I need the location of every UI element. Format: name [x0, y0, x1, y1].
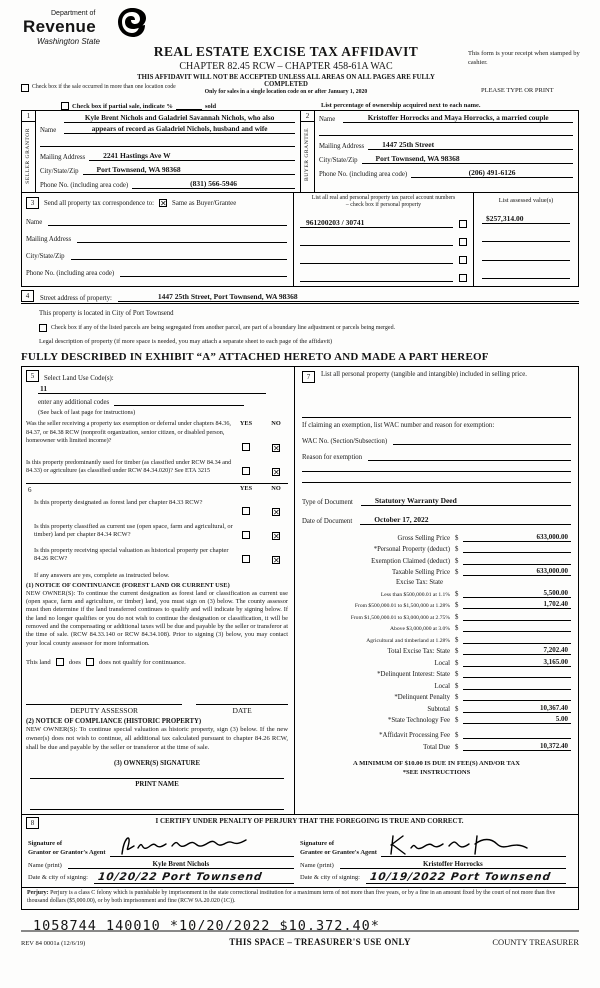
- buyer-mailing-field[interactable]: 1447 25th Street: [368, 140, 573, 150]
- dollar-sign: $: [455, 590, 459, 598]
- grantee-name-cell: [300, 860, 572, 869]
- dollar-sign: $: [455, 682, 459, 690]
- q5-1-text: Was the seller receiving a property tax exemption or deferral under chapters 84.36, 84.37, or 84.38 RCW (nonprofit organization, senior citizen, or disabled person, homeowner with limited income)?: [26, 420, 231, 444]
- assessed-field-2[interactable]: [482, 233, 570, 242]
- doc-type-field[interactable]: Statutory Warranty Deed: [361, 496, 571, 506]
- corr-mailing-label: Mailing Address: [26, 236, 72, 243]
- tax-row-tier1: Less than $500,000.01 at 1.1% $ 5,500.00: [302, 589, 571, 598]
- gross-price-field[interactable]: 633,000.00: [463, 533, 571, 542]
- form-subtitle: CHAPTER 82.45 RCW – CHAPTER 458-61A WAC: [179, 61, 393, 72]
- seller-csz-label: City/State/Zip: [40, 168, 79, 175]
- assessed-field-3[interactable]: [482, 252, 570, 261]
- grantor-signature-field[interactable]: [110, 831, 294, 857]
- delinq-interest-local-field[interactable]: [463, 681, 571, 690]
- dollar-sign: $: [455, 613, 459, 621]
- grantor-name-field[interactable]: Kyle Brent Nichols: [68, 860, 294, 869]
- treasurer-space-label: THIS SPACE – TREASURER'S USE ONLY: [229, 937, 411, 947]
- print-name-line[interactable]: [30, 798, 284, 810]
- assessed-field-1[interactable]: $257,314.00: [482, 214, 570, 224]
- partial-sale-row: [61, 101, 216, 110]
- parcel-field-2[interactable]: [300, 237, 453, 246]
- wac-field[interactable]: [393, 436, 571, 445]
- doc-type-label: Type of Document: [302, 499, 353, 507]
- parcel-field-3[interactable]: [300, 255, 453, 264]
- grantee-sig-label-2: Grantee or Grantee's Agent: [300, 848, 377, 856]
- continuance-title: (1) NOTICE OF CONTINUANCE (FOREST LAND OR CURRENT USE): [26, 581, 230, 589]
- question-historical: [26, 547, 288, 567]
- tax-row-delinq-interest-local: Local $: [302, 681, 571, 690]
- parcel-field-4[interactable]: [300, 273, 453, 282]
- tax-row-personal: *Personal Property (deduct) $: [302, 544, 571, 553]
- perjury-note: [22, 887, 578, 909]
- grantor-name-cell: [28, 860, 300, 869]
- street-address-section: [21, 290, 579, 304]
- parcel-personal-checkbox-2[interactable]: [459, 238, 467, 246]
- reason-extra-line-2[interactable]: [302, 472, 571, 483]
- grantee-signature-field[interactable]: [381, 831, 566, 857]
- reason-field[interactable]: [368, 452, 571, 461]
- partial-sale-label: Check box if partial sale, indicate %: [72, 103, 173, 110]
- personal-property-section: [302, 370, 571, 383]
- exemption-claim-label: If claiming an exemption, list WAC number and reason for exemption:: [302, 422, 495, 430]
- multi-location-label: Check box if the sale occurred in more than one location code: [32, 84, 176, 90]
- q6-yes-header: YES: [239, 484, 253, 492]
- affidavit-fee-field[interactable]: [463, 730, 571, 739]
- street-address-label: Street address of property:: [40, 295, 112, 303]
- perjury-label: Perjury:: [27, 890, 49, 897]
- please-type-note: PLEASE TYPE OR PRINT: [481, 87, 554, 94]
- minimum-note-line1: A MINIMUM OF $10.00 IS DUE IN FEE(S) AND/OR TAX: [353, 759, 520, 767]
- parcel-header-line2: – check box if personal property: [345, 202, 422, 209]
- grantee-date-city-label: Date & city of signing:: [300, 874, 360, 882]
- question-forest-land: [26, 499, 288, 519]
- dollar-sign: $: [455, 648, 459, 656]
- reason-label: Reason for exemption: [302, 454, 363, 462]
- correspondence-label: Send all property tax correspondence to:: [44, 199, 155, 207]
- buyer-csz-label: City/State/Zip: [319, 157, 358, 164]
- grantee-name-print-label: Name (print): [300, 862, 334, 870]
- parcel-field-1[interactable]: 961200203 / 30741: [300, 218, 453, 228]
- corr-phone-field[interactable]: [120, 268, 287, 277]
- delinq-interest-state-field[interactable]: [463, 669, 571, 678]
- partial-sale-percent-field[interactable]: [176, 101, 202, 110]
- q5-1-no-checkbox[interactable]: ✕: [273, 443, 280, 453]
- compliance-body: NEW OWNER(S): To continue special valuation as historic property, sign (3) below. If the new owner(s) does not wish to continue, all additional tax calculated pursuant to chapter 84.26 RCW, shall be due and payable by the seller or transferor at the time of sale.: [26, 726, 288, 751]
- doc-date-label: Date of Document: [302, 518, 353, 526]
- tax-row-total-due: Total Due $ 10,372.40: [302, 742, 571, 751]
- dor-swirl-icon: [115, 6, 149, 45]
- tax-row-affidavit-fee: *Affidavit Processing Fee $: [302, 730, 571, 739]
- dollar-sign: $: [455, 743, 459, 751]
- section6: [26, 483, 288, 811]
- exemption-section: [302, 417, 571, 483]
- section6-numbox: 6: [28, 485, 32, 494]
- tax-row-tier3: From $1,500,000.01 to $3,000,000 at 2.75% $: [302, 612, 571, 621]
- q5-2-yes-checkbox[interactable]: [242, 467, 250, 475]
- rev-number: REV 84 0001a (12/6/19): [21, 940, 86, 947]
- question-timber-agriculture: [26, 459, 288, 479]
- grantee-signature-cell: [300, 831, 572, 859]
- ownership-note: List percentage of ownership acquired next to each name.: [321, 102, 481, 109]
- q5-2-text: Is this property predominantly used for timber (as classified under RCW 84.34 and 84.33) or agriculture (as classified under RCW 84.34.020)? See ETA 3215: [26, 458, 232, 474]
- section5-numbox: 5: [26, 370, 39, 382]
- tax-row-subtotal: Subtotal $ 10,367.40: [302, 704, 571, 713]
- see-instructions-note: *SEE INSTRUCTIONS: [402, 769, 471, 777]
- cashier-stamp: 1058744 140010 *10/20/2022 $10,372.40*: [33, 918, 380, 935]
- wac-label: WAC No. (Section/Subsection): [302, 438, 388, 446]
- deputy-date-line[interactable]: DATE: [196, 704, 288, 715]
- buyer-number: 2: [301, 111, 314, 122]
- parcel-personal-checkbox-3[interactable]: [459, 256, 467, 264]
- doc-date-field[interactable]: October 17, 2022: [360, 515, 571, 525]
- q6-3-text: Is this property receiving special valuation as historical property per chapter 84.26 RCW?: [34, 546, 229, 562]
- tax-row-tech-fee: *State Technology Fee $ 5.00: [302, 715, 571, 724]
- segregated-checkbox[interactable]: [39, 324, 47, 332]
- buyer-name-label: Name: [319, 116, 336, 123]
- buyer-name-extra-line[interactable]: [319, 127, 573, 136]
- doc-date-row: [302, 515, 571, 525]
- logo-dept-text: Department of: [51, 10, 96, 17]
- form-warning: THIS AFFIDAVIT WILL NOT BE ACCEPTED UNLESS ALL AREAS ON ALL PAGES ARE FULLY COMPLETED: [137, 74, 435, 88]
- assessed-header: List assessed value(s): [498, 197, 554, 204]
- q6-1-yes-checkbox[interactable]: [242, 507, 250, 515]
- dollar-sign: $: [455, 569, 459, 577]
- buyer-phone-label: Phone No. (including area code): [319, 171, 408, 178]
- dollar-sign: $: [455, 625, 459, 633]
- grantor-date-city-cell: [28, 871, 300, 884]
- excise-tax-state-header: Excise Tax: State: [396, 579, 443, 587]
- exemption-deduct-field[interactable]: [463, 556, 571, 565]
- partial-sale-suffix: sold: [204, 103, 217, 110]
- certification-section: [21, 815, 579, 910]
- section7-numbox: 7: [302, 371, 315, 383]
- if-yes-note: If any answers are yes, complete as instructed below.: [34, 571, 170, 579]
- corr-mailing-field[interactable]: [77, 234, 287, 243]
- does-not-label: does not qualify for continuance.: [98, 658, 186, 666]
- tier1-field[interactable]: 5,500.00: [463, 589, 571, 598]
- segregated-label: Check box if any of the listed parcels are being segregated from another parcel, are part of a boundary line adjustment or parcels being merged.: [51, 325, 396, 332]
- total-state-field[interactable]: 7,202.40: [463, 646, 571, 655]
- land-use-label: Select Land Use Code(s):: [44, 375, 114, 383]
- corr-phone-label: Phone No. (including area code): [26, 270, 115, 277]
- dollar-sign: $: [455, 546, 459, 554]
- parcel-header-line1: List all real and personal property tax parcel account numbers: [311, 195, 456, 201]
- owner-signature-label: (3) OWNER(S) SIGNATURE: [114, 760, 200, 768]
- seller-number: 1: [22, 111, 35, 122]
- grantor-signature-cell: [28, 831, 300, 859]
- grantee-date-city-field[interactable]: [366, 871, 566, 884]
- tax-row-exemption: Exemption Claimed (deduct) $: [302, 556, 571, 565]
- tax-column: [295, 367, 578, 814]
- dollar-sign: $: [455, 534, 459, 542]
- tax-row-delinq-interest-state: *Delinquent Interest: State $: [302, 669, 571, 678]
- tier2-field[interactable]: 1,702.40: [463, 600, 571, 609]
- form-footer: [21, 930, 579, 947]
- county-treasurer-label: COUNTY TREASURER: [492, 937, 579, 947]
- buyer-csz-field[interactable]: Port Townsend, WA 98368: [362, 154, 573, 164]
- q5-2-no-checkbox[interactable]: ✕: [273, 467, 280, 477]
- tax-row-tier4: Above $3,000,000 at 3.0% $: [302, 623, 571, 632]
- print-name-label: PRINT NAME: [135, 781, 179, 789]
- form-header: [21, 8, 579, 110]
- buyer-section: [300, 111, 578, 192]
- parcel-numbers-section: [294, 193, 474, 286]
- local-tax-field[interactable]: 3,165.00: [463, 658, 571, 667]
- delinq-penalty-field[interactable]: [463, 692, 571, 701]
- assessed-field-4[interactable]: [482, 270, 570, 279]
- grantor-date-city-field[interactable]: [94, 871, 294, 884]
- deputy-assessor-signature-line[interactable]: DEPUTY ASSESSOR: [26, 704, 182, 715]
- tax-table: [302, 530, 571, 751]
- taxable-price-field[interactable]: 633,000.00: [463, 567, 571, 576]
- q6-1-no-checkbox[interactable]: ✕: [273, 507, 280, 517]
- see-back-note: (See back of last page for instructions): [38, 409, 136, 417]
- grantee-signature-scrawl: [385, 830, 535, 860]
- grantor-date-city-label: Date & city of signing:: [28, 874, 88, 882]
- grantee-date-city-cell: [300, 871, 572, 884]
- seller-csz-field[interactable]: Port Townsend, WA 98368: [83, 165, 295, 175]
- form-title: REAL ESTATE EXCISE TAX AFFIDAVIT: [153, 44, 419, 59]
- doc-type-row: [302, 496, 571, 506]
- seller-name-label: Name: [40, 127, 57, 134]
- street-address-field[interactable]: 1447 25th Street, Port Townsend, WA 98368: [118, 292, 579, 302]
- q6-2-yes-checkbox[interactable]: [242, 531, 250, 539]
- additional-codes-label: enter any additional codes: [38, 399, 110, 407]
- tax-row-taxable: Taxable Selling Price $ 633,000.00: [302, 567, 571, 576]
- land-does-checkbox[interactable]: [56, 658, 64, 666]
- perjury-body: Perjury is a class C felony which is punishable by imprisonment in the state correctional institution for a maximum term of not more than five years, or by a fine in an amount fixed by the court of not more than five thousand dollars ($5,000.00), or by both imprisonment and fine (RCW 9A.20.020 (1C)).: [27, 890, 556, 905]
- details-box: [21, 366, 579, 815]
- personal-deduct-field[interactable]: [463, 544, 571, 553]
- seller-mailing-field[interactable]: 2241 Hastings Ave W: [89, 151, 295, 161]
- this-land-label: This land: [26, 658, 51, 666]
- agricultural-field[interactable]: [463, 635, 571, 644]
- grantor-signature-scrawl: [114, 830, 254, 860]
- parcel-personal-checkbox-4[interactable]: [459, 274, 467, 282]
- q6-3-no-checkbox[interactable]: ✕: [273, 555, 280, 565]
- single-location-note: Only for sales in a single location code on or after January 1, 2020: [204, 89, 368, 95]
- q5-no-header: NO: [271, 420, 281, 428]
- seller-phone-field[interactable]: (831) 566-5946: [132, 179, 295, 189]
- land-does-not-checkbox[interactable]: [86, 658, 94, 666]
- corr-csz-label: City/State/Zip: [26, 253, 65, 260]
- dollar-sign: $: [455, 557, 459, 565]
- tax-row-delinq-penalty: *Delinquent Penalty $: [302, 692, 571, 701]
- dollar-sign: $: [455, 636, 459, 644]
- seller-name-line2[interactable]: appears of record as Galadriel Nichols, husband and wife: [64, 125, 295, 134]
- reason-extra-line-1[interactable]: [302, 461, 571, 472]
- tax-row-tier2: From $500,000.01 to $1,500,000 at 1.28% $ 1,702.40: [302, 600, 571, 609]
- grantor-sig-label-1: Signature of: [28, 840, 63, 848]
- tech-fee-field[interactable]: 5.00: [463, 715, 571, 724]
- tax-row-local: Local $ 3,165.00: [302, 658, 571, 667]
- minimum-due-note: [302, 759, 571, 777]
- exhibit-statement: FULLY DESCRIBED IN EXHIBIT “A” ATTACHED HERETO AND MADE A PART HEREOF: [21, 351, 489, 364]
- receipt-note: This form is your receipt when stamped by cashier.: [468, 50, 580, 66]
- tier3-field[interactable]: [463, 612, 571, 621]
- dor-logo: [23, 10, 173, 46]
- corr-csz-field[interactable]: [71, 251, 287, 260]
- additional-codes-field[interactable]: [114, 397, 244, 406]
- compliance-title: (2) NOTICE OF COMPLIANCE (HISTORIC PROPERTY): [26, 718, 202, 726]
- logo-revenue-text: Revenue: [23, 17, 96, 36]
- same-as-buyer-label: Same as Buyer/Grantee: [172, 199, 237, 207]
- buyer-phone-field[interactable]: (206) 491-6126: [411, 168, 573, 178]
- property-located-note: This property is located in City of Port Townsend: [39, 310, 174, 318]
- dollar-sign: $: [455, 671, 459, 679]
- logo-state-text: Washington State: [37, 37, 101, 46]
- tier4-field[interactable]: [463, 623, 571, 632]
- corr-name-field[interactable]: [48, 217, 287, 226]
- land-use-column: [22, 367, 295, 814]
- seller-section: [22, 111, 300, 192]
- q5-1-yes-checkbox[interactable]: [242, 443, 250, 451]
- grantor-date-city-handwriting: 10/20/22 Port Townsend: [97, 871, 264, 884]
- multi-location-row: [21, 84, 191, 92]
- same-as-buyer-checkbox[interactable]: ✕: [160, 199, 167, 208]
- q6-2-text: Is this property classified as current use (open space, farm and agricultural, or timber) land per chapter 84.34 RCW?: [34, 522, 233, 538]
- seller-mailing-label: Mailing Address: [40, 154, 86, 161]
- total-due-field[interactable]: 10,372.40: [463, 742, 571, 751]
- dollar-sign: $: [455, 705, 459, 713]
- partial-sale-checkbox[interactable]: [61, 102, 69, 110]
- certify-statement: I CERTIFY UNDER PENALTY OF PERJURY THAT THE FOREGOING IS TRUE AND CORRECT.: [155, 817, 464, 826]
- buyer-mailing-label: Mailing Address: [319, 143, 365, 150]
- section8-numbox: 8: [26, 817, 39, 829]
- multi-location-checkbox[interactable]: [21, 84, 29, 92]
- dollar-sign: $: [455, 659, 459, 667]
- dollar-sign: $: [455, 732, 459, 740]
- q6-1-text: Is this property designated as forest land per chapter 84.33 RCW?: [34, 498, 203, 506]
- grantor-sig-label-2: Grantor or Grantor's Agent: [28, 848, 106, 856]
- buyer-side-label: BUYER GRANTEE: [304, 128, 311, 181]
- buyer-name-line1[interactable]: Kristoffer Horrocks and Maya Horrocks, a married couple: [343, 114, 573, 123]
- subtotal-field[interactable]: 10,367.40: [463, 704, 571, 713]
- dollar-sign: $: [455, 717, 459, 725]
- tax-row-gross: Gross Selling Price $ 633,000.00: [302, 533, 571, 542]
- grantee-sig-label-1: Signature of: [300, 840, 335, 848]
- grantee-name-field[interactable]: Kristoffer Horrocks: [340, 860, 566, 869]
- segregated-row: [39, 324, 579, 332]
- tax-row-total-state: Total Excise Tax: State $ 7,202.40: [302, 646, 571, 655]
- q6-2-no-checkbox[interactable]: ✕: [273, 531, 280, 541]
- q5-yes-header: YES: [239, 420, 253, 428]
- dollar-sign: $: [455, 602, 459, 610]
- parties-box: [21, 110, 579, 287]
- grantee-date-city-handwriting: 10/19/2022 Port Townsend: [369, 871, 552, 884]
- seller-name-line1[interactable]: Kyle Brent Nichols and Galadriel Savannah Nichols, who also: [64, 114, 295, 123]
- seller-side-label: SELLER GRANTOR: [25, 128, 32, 184]
- land-qualify-row: [26, 658, 288, 666]
- corr-name-label: Name: [26, 219, 43, 226]
- owner-signature-line[interactable]: [30, 767, 284, 779]
- land-use-code-field[interactable]: 11: [38, 384, 266, 394]
- assessed-values-section: [474, 193, 578, 286]
- does-label: does: [68, 658, 81, 666]
- section3-number: 3: [26, 197, 39, 209]
- personal-property-label: List all personal property (tangible and intangible) included in selling price.: [321, 371, 527, 379]
- section4-number: 4: [21, 290, 34, 302]
- q6-3-yes-checkbox[interactable]: [242, 555, 250, 563]
- dollar-sign: $: [455, 694, 459, 702]
- tax-row-agricultural: Agricultural and timberland at 1.28% $: [302, 635, 571, 644]
- legal-description-label: Legal description of property (if more space is needed, you may attach a separate sheet to each page of the affidavit): [39, 338, 333, 346]
- question-current-use: [26, 523, 288, 543]
- continuance-body: NEW OWNER(S): To continue the current designation as forest land or classification as current use (open space, farm and agriculture, or timber) land, you must sign on (3) below. The county assessor must then determine if the land transferred continues to qualify and will indicate by signing below. If the land no longer qualifies or you do not wish to continue the designation or classification, it will be removed and the compensating or additional taxes will be due and payable by the seller or transferor at the time of sale. (RCW 84.33.140 or RCW 84.34.108). Prior to signing (3) below, you may contact your local county assessor for more information.: [26, 589, 288, 647]
- seller-name-extra-line[interactable]: [40, 138, 295, 147]
- grantor-name-print-label: Name (print): [28, 862, 62, 870]
- tax-correspondence-section: [22, 193, 294, 286]
- seller-phone-label: Phone No. (including area code): [40, 182, 129, 189]
- parcel-personal-checkbox-1[interactable]: [459, 220, 467, 228]
- q6-no-header: NO: [271, 484, 281, 492]
